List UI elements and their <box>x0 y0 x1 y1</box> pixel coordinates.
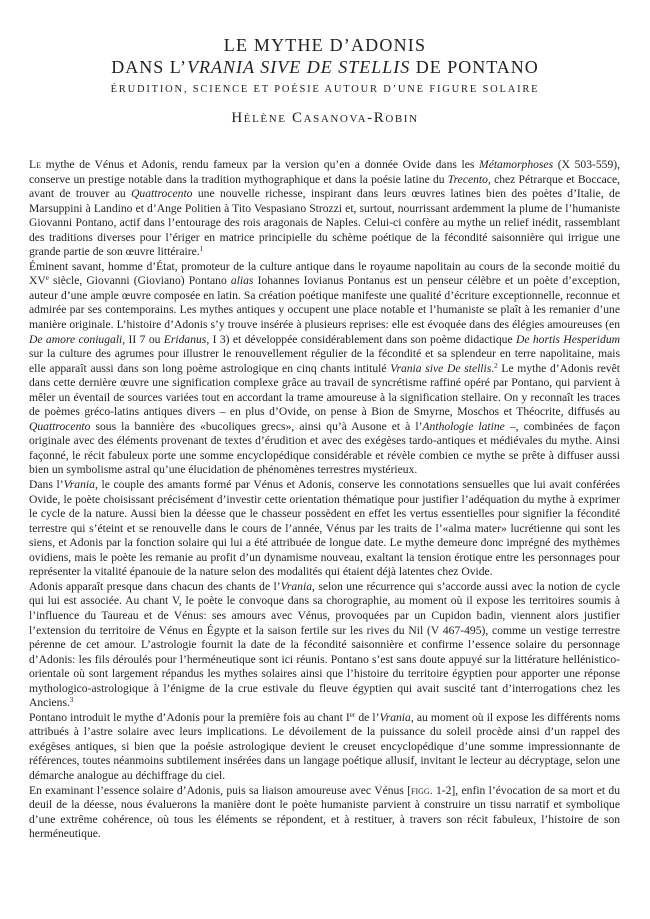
text-run: , II 7 ou <box>122 332 164 346</box>
italic-run: Vrania <box>280 579 312 593</box>
superscript: e <box>45 274 49 283</box>
text-run: Iohannes Iovianus Pontanus est un penseur célèbre et un poète d’exception, auteur d’une ample œuvre composée en latin. Sa création poétique manifeste une qualité d’écriture exceptionnelle, reconnue et admirée par ses contemporains. Les mythes antiques y occupent une place notable et l’humaniste se plaît à les remanier d’une manière originale. L’histoire d’Adonis s’y trouve insérée à plusieurs reprises: elle est évoquée dans des élégies amoureuses (en <box>29 274 620 332</box>
text-run: –, combinées de façon originale avec des éléments provenant de textes d’érudition et avec des exégèses tardo-antiques et médiévales du mythe. Ainsi façonné, le récit fabuleux porte une somme encyclopédique considérable et révèle combien ce mythe se prête à diffuser aussi bien un symbolisme astral qu’une élucidation de phénomènes terrestres mystérieux. <box>29 419 620 477</box>
paragraph-1 <box>29 158 620 260</box>
text-run: Le mythe d’Adonis revêt dans cette dernière œuvre une signification complexe grâce au travail de syncrétisme raffiné opéré par Pontano, qui parvient à mêler un éventail de sources variées tout en accordant la trame amoureuse à la signification stellaire. On y reconnaît les traces de poèmes gréco-latins antiques divers – en plus d’Ovide, on pense à Bion de Smyrne, Moschos et Théocrite, diffusés au <box>29 361 621 419</box>
italic-run: Trecento <box>447 172 488 186</box>
italic-run: Vrania <box>63 478 95 492</box>
footnote-marker[interactable]: 2 <box>494 361 498 370</box>
paragraph-6 <box>29 784 620 842</box>
text-run: une nouvelle richesse, inspirant dans leurs œuvres latines bien des poètes d’Italie, de Marsuppini à Landino et d’Ange Politien à Tito Vespasiano Strozzi et, surtout, nourrissant ardemment la plume de l’humaniste Giovanni Pontano, actif dans l’entourage des rois aragonais de Naples. Celui-ci confère au mythe un relief inédit, rassemblant des traditions diverses pour l’ériger en matrice principielle du schème poétique de la fécondité saisonnière qui irrigue une grande partie de son œuvre littéraire. <box>29 187 620 259</box>
italic-run: Quattrocento <box>29 419 91 433</box>
article-title-line-1: LE MYTHE D’ADONIS <box>223 35 427 55</box>
text-run: Pontano introduit le mythe d’Adonis pour la première fois au chant I <box>29 710 350 724</box>
title-prefix: DANS L’ <box>111 57 188 77</box>
paragraph-4 <box>29 580 620 711</box>
italic-run: Métamorphoses <box>479 158 554 171</box>
text-run: . <box>491 361 495 375</box>
italic-run: De amore coniugali <box>29 332 123 346</box>
text-run: siècle, Giovanni (Gioviano) Pontano <box>48 274 231 288</box>
text-run: Dans l’ <box>29 478 64 492</box>
text-run: sous la bannière des «bucoliques grecs», ainsi qu’à Ausone et à l’ <box>90 419 423 433</box>
text-run: Éminent savant, homme d’État, promoteur de la culture antique dans le royaume napolitain au cours de la seconde moitié du XV <box>29 259 620 288</box>
text-run: , I 3) et développée considérablement dans son poème didactique <box>206 332 516 346</box>
figure-reference[interactable]: figg. 1-2 <box>411 783 452 797</box>
text-run: mythe de Vénus et Adonis, rendu fameux par la version qu’en a donnée Ovide dans les <box>40 158 480 171</box>
text-run: , le couple des amants formé par Vénus et Adonis, conserve les connotations sensuelles que lui avait conférées Ovide, le poète choisissant précisément d’investir cette orientation thématique pour justifier l’adéquation du mythe à exprimer le cycle de la nature. Aussi bien la déesse que le chasseur possèdent en effet les vertus essentielles pour signifier la fécondité terrestre qui s’éteint et se renouvelle dans le cours de l’année, Vénus par les traits de l’«alma mater» lucrétienne qui sont les siens, et Adonis par la fonction solaire qui lui a été attribuée de longue date. Le mythe demeure donc imprégné des mythèmes ovidiens, mais le poète les remanie au profit d’un dynamisme nouveau, exaltant la tension érotique entre les personnages pour représenter la vitalité épanouie de la nature selon des modalités qui étaient déjà latentes chez Ovide. <box>29 478 620 579</box>
text-run: En examinant l’essence solaire d’Adonis, puis sa liaison amoureuse avec Vénus [ <box>29 783 412 797</box>
lead-word: Le <box>29 158 41 171</box>
italic-run: Anthologie latine <box>422 419 505 433</box>
italic-run: Eridanus <box>163 332 207 346</box>
text-run: sur la culture des agrumes pour illustrer le renouvellement régulier de la fécondité et sa splendeur en terre napolitaine, mais elle apparaît aussi dans son long poème astrologique en cinq chants intitulé <box>29 347 620 375</box>
article-body <box>29 158 620 842</box>
italic-run: alias <box>230 274 254 288</box>
article-subtitle: ÉRUDITION, SCIENCE ET POÉSIE AUTOUR D’UNE FIGURE SOLAIRE <box>110 84 540 95</box>
italic-run: Vrania <box>379 710 411 724</box>
italic-run: Vrania sive De stellis <box>390 361 492 375</box>
text-run: , selon une récurrence qui s’accorde aussi avec la notion de cycle qui lui est associée. Au chant V, le poète le convoque dans sa chorographie, au moment où il expose les territoires soumis à l’influence du Taureau et de Vénus: ses amours avec Vénus, provoquées par un Cupidon badin, viennent alors justifier l’extension du territoire de Vénus en Égypte et la saison fertile sur les rives du Nil (V 467-495), comme un vestige terrestre pérenne de cet amour. L’astrologie fournit la date de la fécondité saisonnière et confirme l’essence solaire du personnage d’Adonis: les fils déroulés pour l’herméneutique sont ici réunis. Pontano s’est sans doute appuyé sur la littérature hellénistico-orientale où sont largement répandus les mythes solaires ainsi que l’histoire du territoire égyptien pour apporter une réponse mythologico-astrologique à l’énigme de la crue estivale du fleuve égyptien qui avait suscité tant d’interrogations chez les Anciens. <box>29 579 620 710</box>
text-run: , au moment où il expose les différents noms attribués à l’astre solaire avec leurs implications. Le dévoilement de la puissance du soleil procède ainsi d’un rappel des exégèses antiques, si bien que la poésie astrologique devient le creuset encyclopédique d’une somme impressionnante de références, toutes néanmoins subtilement insérées dans un langage poétique allusif, invitant le lecteur au décryptage, selon une démarche analogue au déchiffrage du ciel. <box>29 710 620 782</box>
footnote-marker[interactable]: 3 <box>69 696 74 705</box>
title-suffix: DE PONTANO <box>410 57 539 77</box>
article-title-line-2 <box>0 57 650 78</box>
paragraph-2 <box>29 260 620 478</box>
italic-run: De hortis Hesperidum <box>515 332 620 346</box>
italic-run: Quattrocento <box>131 187 193 201</box>
paragraph-3 <box>29 478 620 580</box>
superscript: er <box>349 710 356 719</box>
paragraph-5 <box>29 711 620 784</box>
title-work-italic: VRANIA SIVE DE STELLIS <box>187 57 411 77</box>
text-run: (X 503-559), conserve un prestige notable dans la tradition mythographique et dans la poésie latine du <box>29 158 620 186</box>
text-run: , chez Pétrarque et Boccace, avant de trouver au <box>29 172 620 201</box>
text-run: Adonis apparaît presque dans chacun des chants de l’ <box>29 579 281 593</box>
footnote-marker[interactable]: 1 <box>199 245 204 254</box>
text-run: ], enfin l’évocation de sa mort et du deuil de la déesse, nous évaluerons la manière dont le poète humaniste parvient à construire un tissu narratif et symbolique d’une extrême cohérence, où tous les éléments se répondent, et à restituer, à travers son récit fabuleux, l’histoire de son herméneutique. <box>29 783 621 841</box>
author-name: Hélène Casanova-Robin <box>231 110 419 126</box>
text-run: de l’ <box>355 710 380 724</box>
